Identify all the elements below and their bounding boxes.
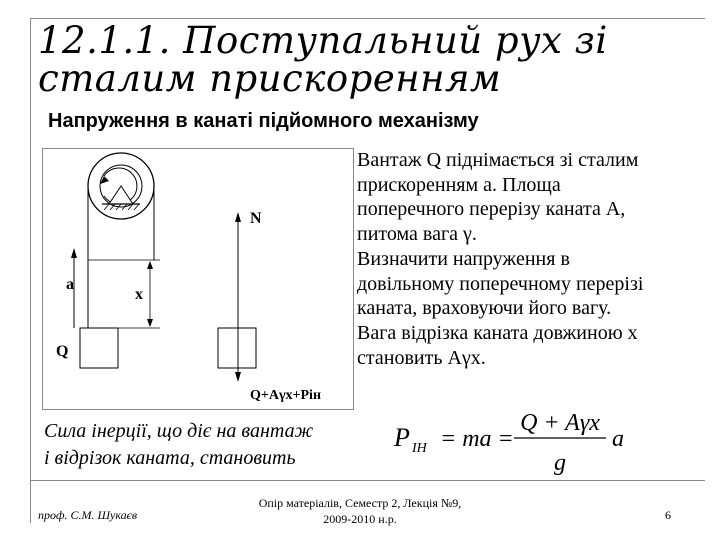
N-arrowhead	[235, 212, 241, 222]
load-box	[80, 328, 118, 368]
problem-description	[357, 148, 707, 370]
x-arrow-top	[147, 261, 153, 269]
slide-title: 12.1.1. Поступальний рух зі сталим прискоренням	[38, 19, 608, 100]
formula-lhs-sub: ІН	[412, 441, 427, 456]
formula-numerator: Q + Aγx	[520, 410, 600, 436]
free-body-box	[218, 328, 256, 368]
accel-arrowhead	[71, 248, 77, 258]
description-line: питома вага γ.	[357, 223, 477, 246]
inertia-text-line: Сила інерції, що діє на вантаж	[44, 420, 314, 442]
description-line: прискоренням a. Площа	[357, 173, 561, 196]
formula-rhs: a	[612, 426, 624, 452]
description-line: Визначити напруження в	[357, 247, 570, 270]
mechanism-figure	[42, 148, 354, 410]
pulley-support	[109, 186, 133, 204]
frame-left-line	[30, 18, 31, 523]
description-line: довільному поперечному перерізі	[357, 272, 644, 295]
description-line: Вага відрізка каната довжиною x	[357, 321, 638, 344]
formula-svg	[390, 400, 630, 480]
label-free-body-forces: Q+Aγx+Pін	[250, 388, 322, 403]
page-number: 6	[665, 508, 671, 522]
label-N: N	[250, 210, 262, 227]
description-line: поперечного перерізу каната A,	[357, 198, 626, 221]
frame-bottom-line	[30, 480, 705, 481]
x-arrow-bottom	[147, 319, 153, 327]
footer-author: проф. С.М. Шукаєв	[38, 508, 138, 522]
mechanism-diagram	[42, 148, 354, 410]
label-Q: Q	[56, 343, 69, 360]
description-line: каната, враховуючи його вагу.	[357, 297, 612, 320]
footer-course	[250, 495, 470, 527]
inertia-text-line: і відрізок каната, становить	[44, 447, 296, 469]
footer-course-line: Опір матеріалів, Семестр 2, Лекція №9,	[258, 496, 462, 510]
inertia-formula	[390, 400, 630, 480]
footer-course-line: 2009-2010 н.р.	[323, 512, 397, 526]
figure-border	[43, 149, 354, 410]
label-a: a	[66, 276, 74, 293]
label-x: x	[135, 286, 143, 303]
description-line: Вантаж Q піднімається зі сталим	[357, 149, 639, 171]
weight-arrowhead	[235, 372, 241, 382]
formula-eq1: = ma =	[440, 426, 514, 452]
description-line: становить Aγx.	[357, 346, 486, 369]
formula-denominator: g	[554, 450, 566, 476]
slide-subtitle: Напруження в канаті підйомного механізму	[48, 110, 479, 132]
inertia-text	[44, 418, 384, 472]
formula-lhs: P	[394, 423, 410, 452]
